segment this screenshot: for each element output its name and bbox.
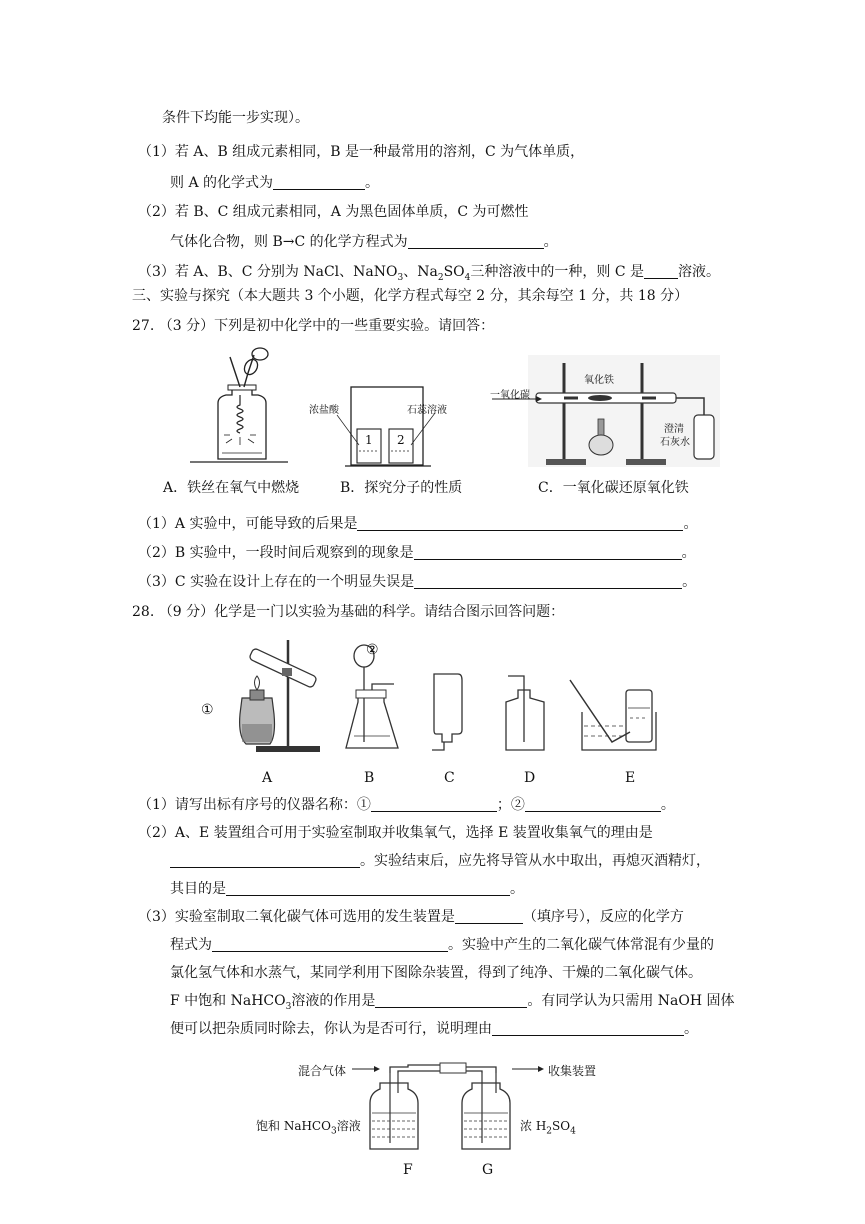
q26-part3-text-a: （3）若 A、B、C 分别为 NaCl、NaNO — [138, 264, 398, 280]
answer-blank[interactable] — [212, 937, 448, 952]
q26-part1-line1: （1）若 A、B 组成元素相同，B 是一种最常用的溶剂，C 为气体单质， — [138, 144, 585, 160]
apparatus-label-d: D — [524, 770, 536, 786]
molecule-diffusion-figure — [345, 385, 435, 470]
q27-part1 — [138, 515, 697, 533]
q26-part2-line2 — [170, 233, 558, 251]
q28-part3-text-d3: 。有同学认为只需用 NaOH 固体 — [527, 993, 735, 1009]
q28-part3-text-a: （3）实验室制取二氧化碳气体可选用的发生装置是 — [138, 909, 455, 925]
figure-caption-c: C．一氧化碳还原氧化铁 — [538, 480, 689, 496]
answer-blank[interactable] — [226, 881, 510, 896]
label-collection: 收集装置 — [548, 1064, 597, 1078]
q26-part2-line1: （2）若 B、C 组成元素相同，A 为黑色固体单质，C 为可燃性 — [138, 204, 529, 220]
subscript: 2 — [546, 1126, 553, 1137]
apparatus-d-bottle-up — [500, 672, 550, 757]
q26-part1-text: 则 A 的化学式为 — [170, 175, 274, 191]
arrow-icon — [492, 396, 542, 402]
q28-part3-text-d2: 溶液的作用是 — [291, 993, 376, 1009]
answer-blank[interactable] — [525, 797, 661, 812]
apparatus-e-water-collection — [568, 672, 668, 757]
figure-caption-b: B．探究分子的性质 — [340, 480, 463, 496]
q27-part2-end: 。 — [681, 545, 696, 561]
q26-part3-end: 溶液。 — [678, 264, 720, 280]
q27-part1-text: （1）A 实验中，可能导致的后果是 — [138, 516, 358, 532]
answer-blank[interactable] — [273, 175, 365, 190]
subscript: 3 — [330, 1126, 337, 1137]
q28-part2-line2 — [170, 852, 710, 870]
q28-part3-end: 。 — [684, 1021, 698, 1037]
q28-part2-line3 — [170, 880, 524, 898]
q28-part2-end: 。 — [510, 881, 524, 897]
q27-part2 — [138, 544, 696, 562]
beaker-number-1: 1 — [365, 433, 373, 447]
answer-blank[interactable] — [644, 264, 678, 279]
marker-2: ② — [366, 642, 379, 658]
label-nahco3-a: 饱和 NaHCO — [256, 1119, 331, 1133]
subscript: 3 — [285, 1001, 292, 1012]
answer-blank[interactable] — [375, 993, 527, 1008]
q28-part3-line1 — [138, 908, 684, 926]
q26-part3-text-so: SO — [443, 264, 465, 280]
section-heading: 三、实验与探究（本大题共 3 个小题，化学方程式每空 2 分，其余每空 1 分，共 18 分） — [132, 288, 689, 304]
subscript: 3 — [397, 272, 404, 283]
label-nahco3 — [256, 1117, 361, 1136]
label-limewater-2: 石灰水 — [660, 437, 690, 448]
answer-blank[interactable] — [357, 516, 683, 531]
q26-part1-end: 。 — [365, 175, 380, 191]
label-mixed-gas: 混合气体 — [298, 1064, 347, 1078]
label-h2so4 — [520, 1117, 576, 1136]
q27-part2-text: （2）B 实验中，一段时间后观察到的现象是 — [138, 545, 414, 561]
apparatus-c-bottle-down — [428, 672, 468, 752]
q27-stem: 27. （3 分）下列是初中化学中的一些重要实验。请回答： — [132, 318, 495, 334]
label-co-gas: 一氧化碳 — [490, 390, 530, 401]
apparatus-label-e: E — [625, 770, 636, 786]
iron-wire-burning-figure — [188, 345, 298, 470]
q26-part2-end: 。 — [543, 234, 558, 250]
q28-part3-text-b2: 。实验中产生的二氧化碳气体常混有少量的 — [448, 937, 714, 953]
label-iron-oxide: 氧化铁 — [584, 375, 614, 386]
q26-part1-line2 — [170, 174, 379, 192]
label-h2so4-b: SO — [552, 1119, 571, 1133]
q26-part3-text-mid: 、Na — [403, 264, 438, 280]
answer-blank[interactable] — [414, 574, 682, 589]
q28-part3-text-e: 便可以把杂质同时除去，你认为是否可行，说明理由 — [170, 1021, 492, 1037]
answer-blank[interactable] — [492, 1021, 684, 1036]
q26-part3 — [138, 263, 720, 287]
answer-blank[interactable] — [408, 234, 544, 249]
answer-blank[interactable] — [371, 797, 497, 812]
figure-caption-a: A．铁丝在氧气中燃烧 — [163, 480, 300, 496]
q26-part3-text-b: 三种溶液中的一种，则 C 是 — [470, 264, 644, 280]
apparatus-label-a: A — [262, 770, 273, 786]
co-reduction-figure — [528, 355, 720, 467]
apparatus-label-g: G — [482, 1162, 494, 1178]
apparatus-label-c: C — [444, 770, 455, 786]
apparatus-label-f: F — [403, 1162, 413, 1178]
q28-part1-sep: ；② — [496, 797, 525, 813]
q28-part3-line5 — [170, 1020, 698, 1038]
subscript: 4 — [464, 272, 471, 283]
q28-part3-text-a2: （填序号），反应的化学方 — [522, 909, 684, 925]
q28-part3-text-d1: F 中饱和 NaHCO — [170, 993, 286, 1009]
q28-part3-text-b: 程式为 — [170, 937, 212, 953]
beaker-number-2: 2 — [397, 433, 405, 447]
label-conc-hcl: 浓盐酸 — [309, 405, 339, 416]
q27-part3-text: （3）C 实验在设计上存在的一个明显失误是 — [138, 574, 415, 590]
apparatus-label-b: B — [364, 770, 375, 786]
q27-part1-end: 。 — [683, 516, 698, 532]
q28-part3-line4 — [170, 992, 735, 1016]
q26-part2-text: 气体化合物，则 B→C 的化学方程式为 — [170, 234, 408, 250]
answer-blank[interactable] — [170, 853, 360, 868]
q28-part2-line1: （2）A、E 装置组合可用于实验室制取并收集氧气，选择 E 装置收集氧气的理由是 — [138, 825, 653, 841]
q28-part3-line2 — [170, 936, 714, 954]
purification-apparatus-fg — [352, 1063, 542, 1153]
q28-part2-text-c: 其目的是 — [170, 881, 226, 897]
q28-part2-text-b: 。实验结束后，应先将导管从水中取出，再熄灭酒精灯， — [360, 853, 710, 869]
q27-part3-end: 。 — [682, 574, 697, 590]
subscript: 2 — [437, 272, 444, 283]
label-litmus: 石蕊溶液 — [407, 405, 447, 416]
marker-1: ① — [201, 702, 214, 718]
q27-part3 — [138, 573, 696, 591]
answer-blank[interactable] — [414, 545, 682, 560]
q28-part1-text: （1）请写出标有序号的仪器名称：① — [138, 797, 371, 813]
answer-blank[interactable] — [455, 909, 523, 924]
label-limewater-1: 澄清 — [664, 424, 684, 435]
subscript: 4 — [570, 1126, 576, 1137]
q26-intro-tail: 条件下均能一步实现）。 — [162, 110, 309, 126]
label-h2so4-a: 浓 H — [520, 1119, 547, 1133]
q28-part3-line3: 氯化氢气体和水蒸气，某同学利用下图除杂装置，得到了纯净、干燥的二氧化碳气体。 — [170, 965, 702, 981]
apparatus-a-heating — [226, 640, 326, 755]
q28-part1-end: 。 — [660, 797, 675, 813]
q28-stem: 28. （9 分）化学是一门以实验为基础的科学。请结合图示回答问题： — [132, 604, 565, 620]
label-nahco3-b: 溶液 — [336, 1119, 361, 1133]
q28-part1 — [138, 796, 675, 814]
